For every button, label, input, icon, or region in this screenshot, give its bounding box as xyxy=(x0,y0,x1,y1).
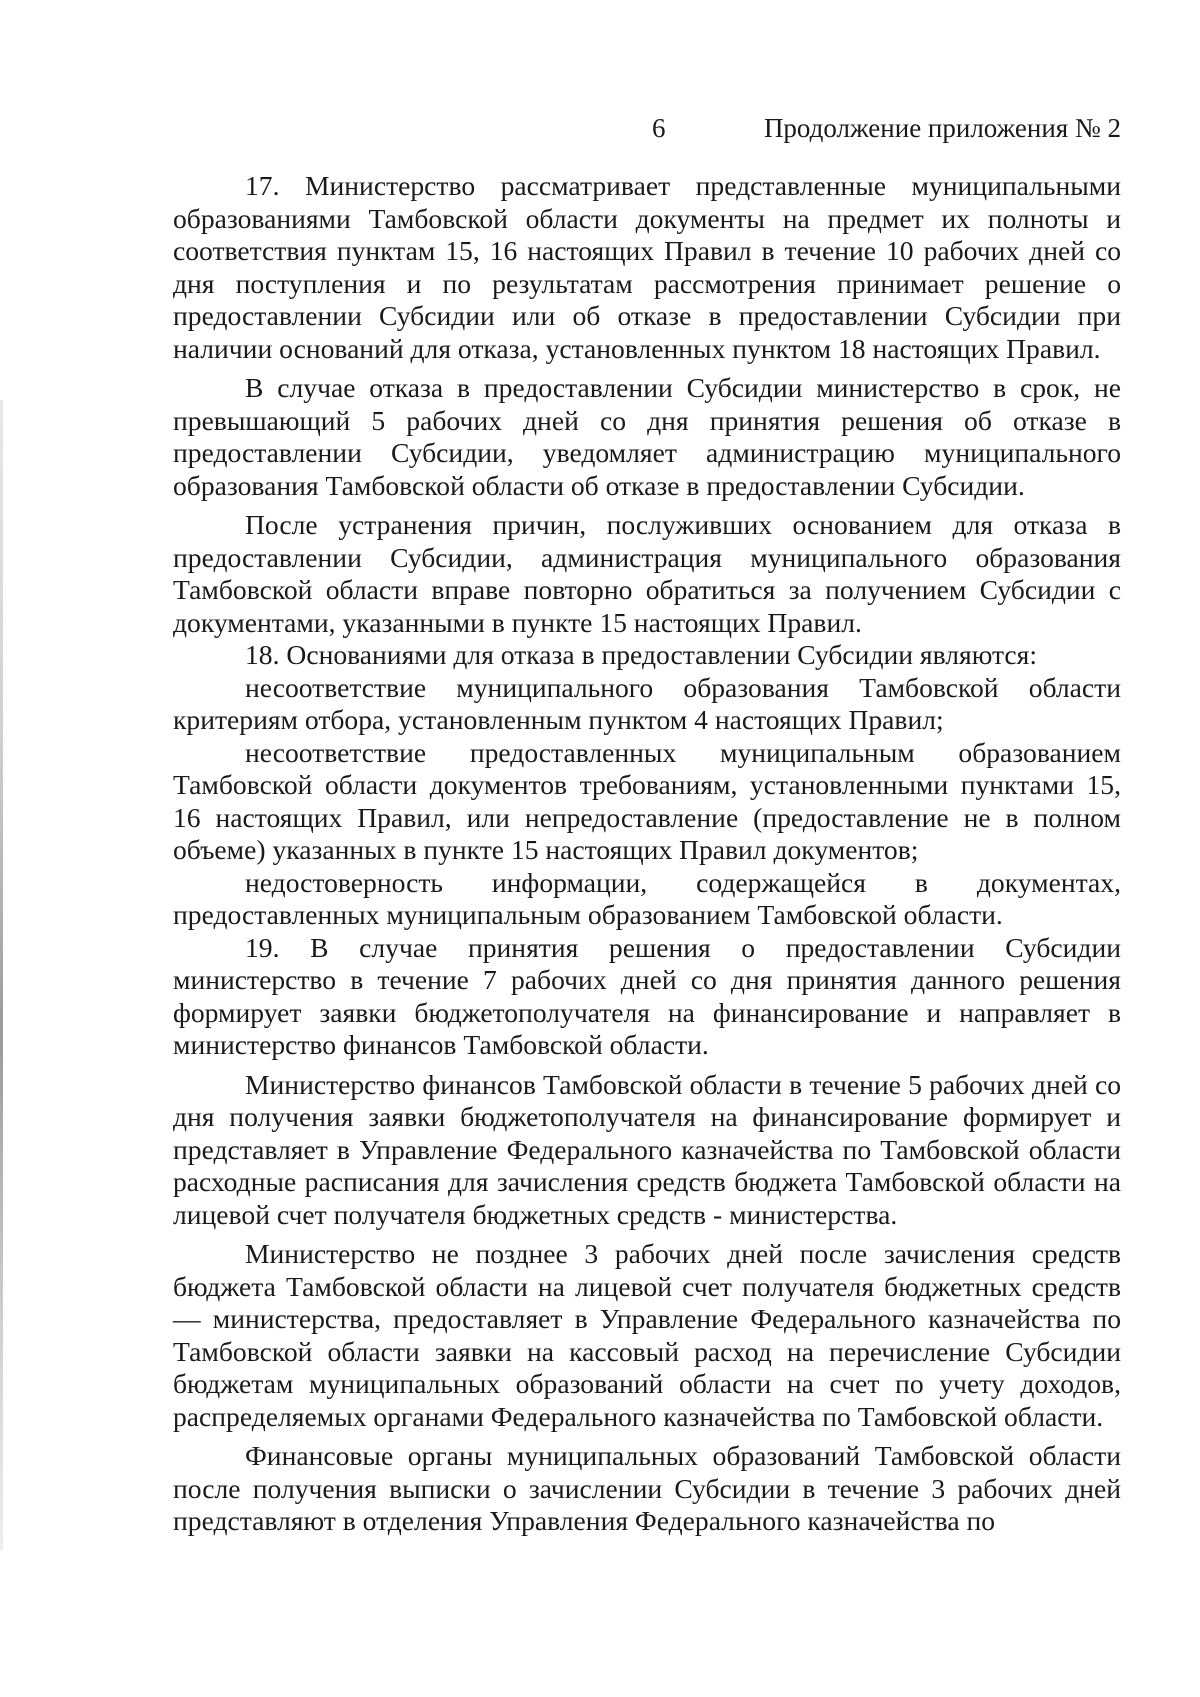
document-body xyxy=(173,170,1121,1538)
paragraph-18-criteria: несоответствие муниципального образования Тамбовской области критериям отбора, установленным пунктом 4 настоящих Правил; xyxy=(173,671,1121,735)
paragraph-reapply: После устранения причин, послуживших основанием для отказа в предоставлении Субсидии, администрация муниципального образования Тамбовской области вправе повторно обратиться за получением Субсидии с документами, указанными в пункте 15 настоящих Правил. xyxy=(173,509,1121,638)
paragraph-financial-bodies: Финансовые органы муниципальных образований Тамбовской области после получения выписки о зачислении Субсидии в течение 3 рабочих дней представляют в отделения Управления Федерального казначейства по xyxy=(173,1440,1121,1536)
paragraph-18-unreliable: недостоверность информации, содержащейся в документах, предоставленных муниципальным образованием Тамбовской области. xyxy=(173,866,1121,930)
paragraph-18: 18. Основаниями для отказа в предоставлении Субсидии являются: xyxy=(245,639,1037,670)
paragraph-finance-ministry: Министерство финансов Тамбовской области в течение 5 рабочих дней со дня получения заявки бюджетополучателя на финансирование формирует и представляет в Управление Федерального казначейства по Тамбовской области расходные расписания для зачисления средств бюджета Тамбовской области на лицевой счет получателя бюджетных средств - министерства. xyxy=(173,1068,1121,1230)
paragraph-17: 17. Министерство рассматривает представленные муниципальными образованиями Тамбовской области документы на предмет их полноты и соответствия пунктам 15, 16 настоящих Правил в течение 10 рабочих дней со дня поступления и по результатам рассмотрения принимает решение о предоставлении Субсидии или об отказе в предоставлении Субсидии при наличии оснований для отказа, установленных пунктом 18 настоящих Правил. xyxy=(173,170,1121,364)
paragraph-18-documents: несоответствие предоставленных муниципальным образованием Тамбовской области документов требованиям, установленными пунктами 15, 16 настоящих Правил, или непредоставление (предоставление не в полном объеме) указанных в пункте 15 настоящих Правил документов; xyxy=(173,736,1121,865)
page-header xyxy=(0,108,1200,148)
paragraph-treasury-request: Министерство не позднее 3 рабочих дней после зачисления средств бюджета Тамбовской области на лицевой счет получателя бюджетных средств — министерства, предоставляет в Управление Федерального казначейства по Тамбовской области заявки на кассовый расход на перечисление Субсидии бюджетам муниципальных образований области на счет по учету доходов, распределяемых органами Федерального казначейства по Тамбовской области. xyxy=(173,1238,1121,1432)
appendix-continuation-label: Продолжение приложения № 2 xyxy=(763,113,1121,143)
scan-edge-shadow xyxy=(0,400,3,1550)
page-number: 6 xyxy=(652,113,666,143)
paragraph-19: 19. В случае принятия решения о предоставлении Субсидии министерство в течение 7 рабочих дней со дня принятия данного решения формирует заявки бюджетополучателя на финансирование и направляет в министерство финансов Тамбовской области. xyxy=(173,931,1121,1060)
paragraph-refusal-notice: В случае отказа в предоставлении Субсидии министерство в срок, не превышающий 5 рабочих дней со дня принятия решения об отказе в предоставлении Субсидии, уведомляет администрацию муниципального образования Тамбовской области об отказе в предоставлении Субсидии. xyxy=(173,372,1121,501)
